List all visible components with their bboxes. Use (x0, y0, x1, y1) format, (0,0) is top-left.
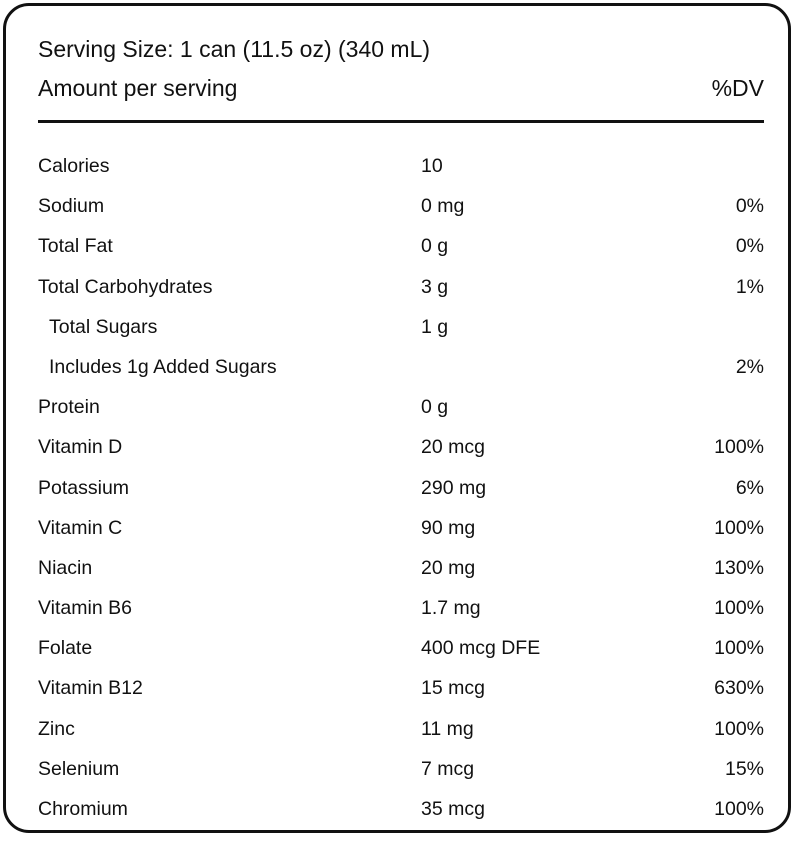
nutrient-amount: 1 g (421, 315, 449, 338)
nutrient-amount: 290 mg (421, 476, 487, 499)
serving-size-text: Serving Size: 1 can (11.5 oz) (340 mL) (38, 36, 431, 62)
nutrient-row (38, 226, 764, 266)
nutrient-name: Sodium (38, 195, 105, 218)
nutrient-name: Vitamin B6 (38, 597, 132, 620)
nutrient-amount: 3 g (421, 275, 449, 298)
nutrient-row (38, 548, 764, 588)
nutrient-amount: 7 mcg (421, 757, 475, 780)
nutrient-row (38, 588, 764, 628)
nutrient-row (38, 789, 764, 829)
nutrient-amount: 35 mcg (421, 798, 485, 820)
nutrient-name: Potassium (38, 476, 130, 499)
nutrient-name: Vitamin B12 (38, 677, 143, 700)
nutrient-amount: 11 mg (421, 717, 474, 740)
header-divider (38, 120, 764, 123)
nutrient-daily-value: 100% (714, 436, 764, 459)
nutrient-row (38, 307, 764, 347)
nutrient-row (38, 628, 764, 668)
nutrient-name: Protein (38, 396, 100, 419)
nutrient-name: Niacin (38, 556, 93, 579)
nutrient-daily-value: 15% (724, 757, 764, 780)
nutrient-row (38, 508, 764, 548)
nutrient-row (38, 347, 764, 387)
nutrient-name: Zinc (38, 717, 75, 740)
nutrient-daily-value: 2% (735, 355, 764, 378)
nutrient-daily-value: 0% (735, 235, 764, 258)
amount-per-serving-label: Amount per serving (38, 75, 238, 101)
nutrient-amount: 0 g (421, 235, 449, 258)
nutrient-amount: 20 mg (421, 556, 476, 579)
nutrient-daily-value: 100% (714, 597, 764, 620)
nutrition-facts-panel (3, 3, 791, 833)
nutrient-amount: 1.7 mg (421, 597, 481, 620)
nutrient-name: Total Carbohydrates (38, 275, 213, 298)
nutrient-amount: 90 mg (421, 516, 476, 539)
nutrient-name: Folate (38, 637, 93, 660)
nutrient-daily-value: 100% (714, 637, 764, 660)
nutrient-daily-value: 6% (735, 476, 764, 499)
nutrient-row (38, 427, 764, 467)
nutrient-amount: 400 mcg DFE (421, 637, 541, 660)
nutrient-name: Chromium (38, 798, 128, 820)
daily-value-header: %DV (711, 75, 764, 101)
nutrient-name: Calories (38, 155, 110, 177)
nutrient-name: Vitamin D (38, 436, 123, 459)
nutrient-amount: 0 g (421, 396, 449, 419)
nutrient-list (38, 146, 764, 829)
nutrient-amount: 10 (421, 155, 443, 177)
nutrient-daily-value: 0% (735, 195, 764, 218)
nutrient-name: Total Fat (38, 235, 113, 258)
nutrient-name: Includes 1g Added Sugars (49, 355, 277, 378)
nutrient-daily-value: 100% (714, 516, 764, 539)
nutrient-daily-value: 1% (735, 275, 764, 298)
nutrient-row (38, 387, 764, 427)
nutrient-daily-value: 100% (714, 717, 764, 740)
nutrient-amount: 15 mcg (421, 677, 485, 700)
nutrient-row (38, 668, 764, 708)
nutrient-daily-value: 630% (714, 677, 764, 700)
nutrient-daily-value: 130% (714, 556, 764, 579)
nutrient-amount: 0 mg (421, 195, 465, 218)
nutrient-row (38, 468, 764, 508)
nutrient-row (38, 267, 764, 307)
nutrient-row (38, 749, 764, 789)
nutrient-name: Total Sugars (49, 315, 158, 338)
nutrient-row (38, 186, 764, 226)
nutrient-name: Vitamin C (38, 516, 123, 539)
nutrient-row (38, 146, 764, 186)
nutrient-row (38, 709, 764, 749)
nutrient-amount: 20 mcg (421, 436, 485, 459)
nutrient-name: Selenium (38, 757, 120, 780)
nutrient-daily-value: 100% (714, 798, 764, 820)
